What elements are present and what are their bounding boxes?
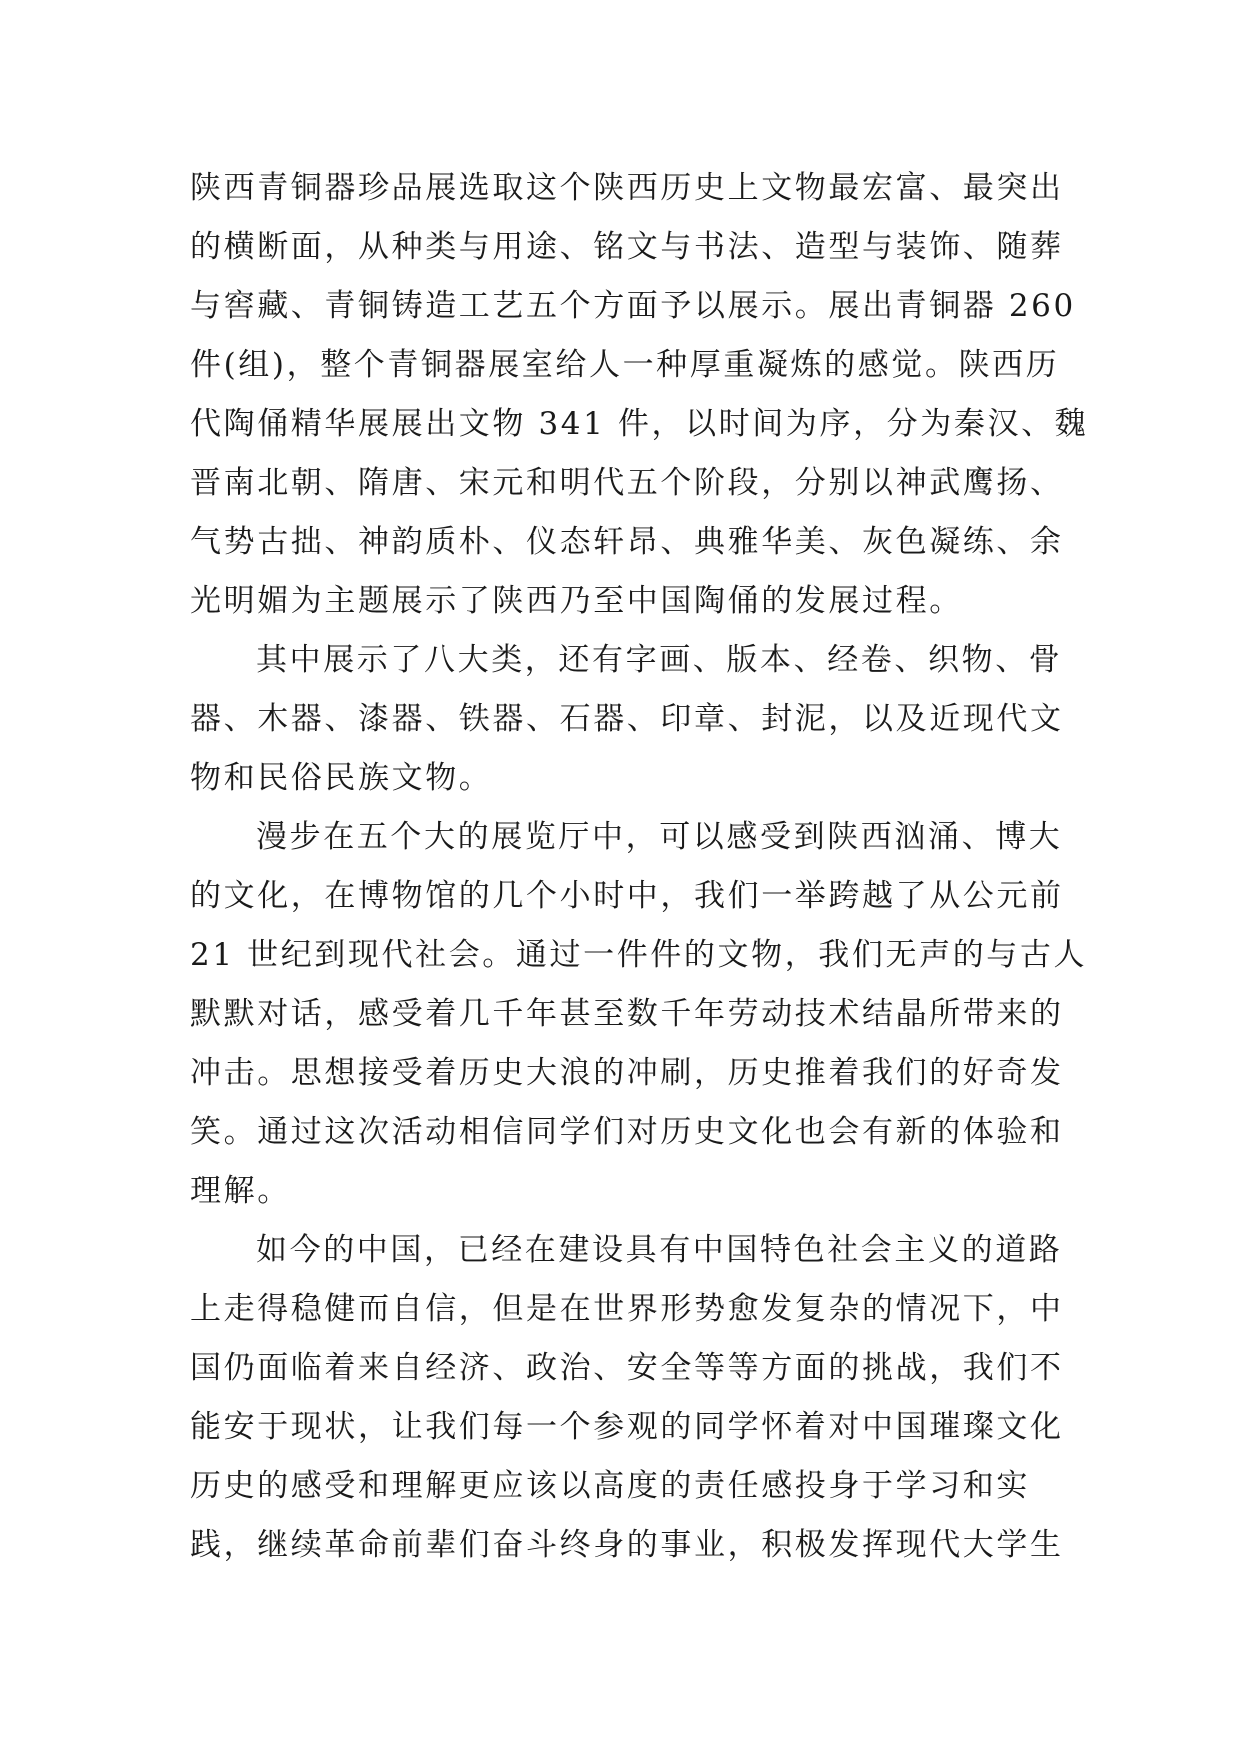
text-line: 国仍面临着来自经济、政治、安全等等方面的挑战，我们不: [190, 1350, 1064, 1386]
paragraph-first-line: 其中展示了八大类，还有字画、版本、经卷、织物、骨: [256, 642, 1063, 678]
text-line: 光明媚为主题展示了陕西乃至中国陶俑的发展过程。: [190, 583, 963, 619]
text-line: 笑。通过这次活动相信同学们对历史文化也会有新的体验和: [190, 1114, 1064, 1150]
text-line: 气势古拙、神韵质朴、仪态轩昂、典雅华美、灰色凝练、余: [190, 524, 1064, 560]
text-line: 陕西青铜器珍品展选取这个陕西历史上文物最宏富、最突出: [190, 170, 1064, 206]
paragraph-first-line: 漫步在五个大的展览厅中，可以感受到陕西汹涌、博大: [256, 819, 1063, 855]
text-line: 代陶俑精华展展出文物 341 件，以时间为序，分为秦汉、魏: [190, 406, 1089, 442]
text-line: 上走得稳健而自信，但是在世界形势愈发复杂的情况下，中: [190, 1291, 1064, 1327]
text-line: 践，继续革命前辈们奋斗终身的事业，积极发挥现代大学生: [190, 1527, 1064, 1563]
text-line: 的横断面，从种类与用途、铭文与书法、造型与装饰、随葬: [190, 229, 1064, 265]
text-line: 能安于现状，让我们每一个参观的同学怀着对中国璀璨文化: [190, 1409, 1064, 1445]
text-line: 物和民俗民族文物。: [190, 760, 493, 796]
text-line: 件(组)，整个青铜器展室给人一种厚重凝炼的感觉。陕西历: [190, 347, 1060, 383]
paragraph-first-line: 如今的中国，已经在建设具有中国特色社会主义的道路: [256, 1232, 1063, 1268]
text-line: 器、木器、漆器、铁器、石器、印章、封泥，以及近现代文: [190, 701, 1064, 737]
text-line: 与窖藏、青铜铸造工艺五个方面予以展示。展出青铜器 260: [190, 288, 1076, 324]
text-line: 默默对话，感受着几千年甚至数千年劳动技术结晶所带来的: [190, 996, 1064, 1032]
text-line: 历史的感受和理解更应该以高度的责任感投身于学习和实: [190, 1468, 1030, 1504]
text-line: 理解。: [190, 1173, 291, 1209]
text-line: 冲击。思想接受着历史大浪的冲刷，历史推着我们的好奇发: [190, 1055, 1064, 1091]
text-line: 晋南北朝、隋唐、宋元和明代五个阶段，分别以神武鹰扬、: [190, 465, 1064, 501]
text-line: 的文化，在博物馆的几个小时中，我们一举跨越了从公元前: [190, 878, 1064, 914]
text-line: 21 世纪到现代社会。通过一件件的文物，我们无声的与古人: [190, 937, 1088, 973]
